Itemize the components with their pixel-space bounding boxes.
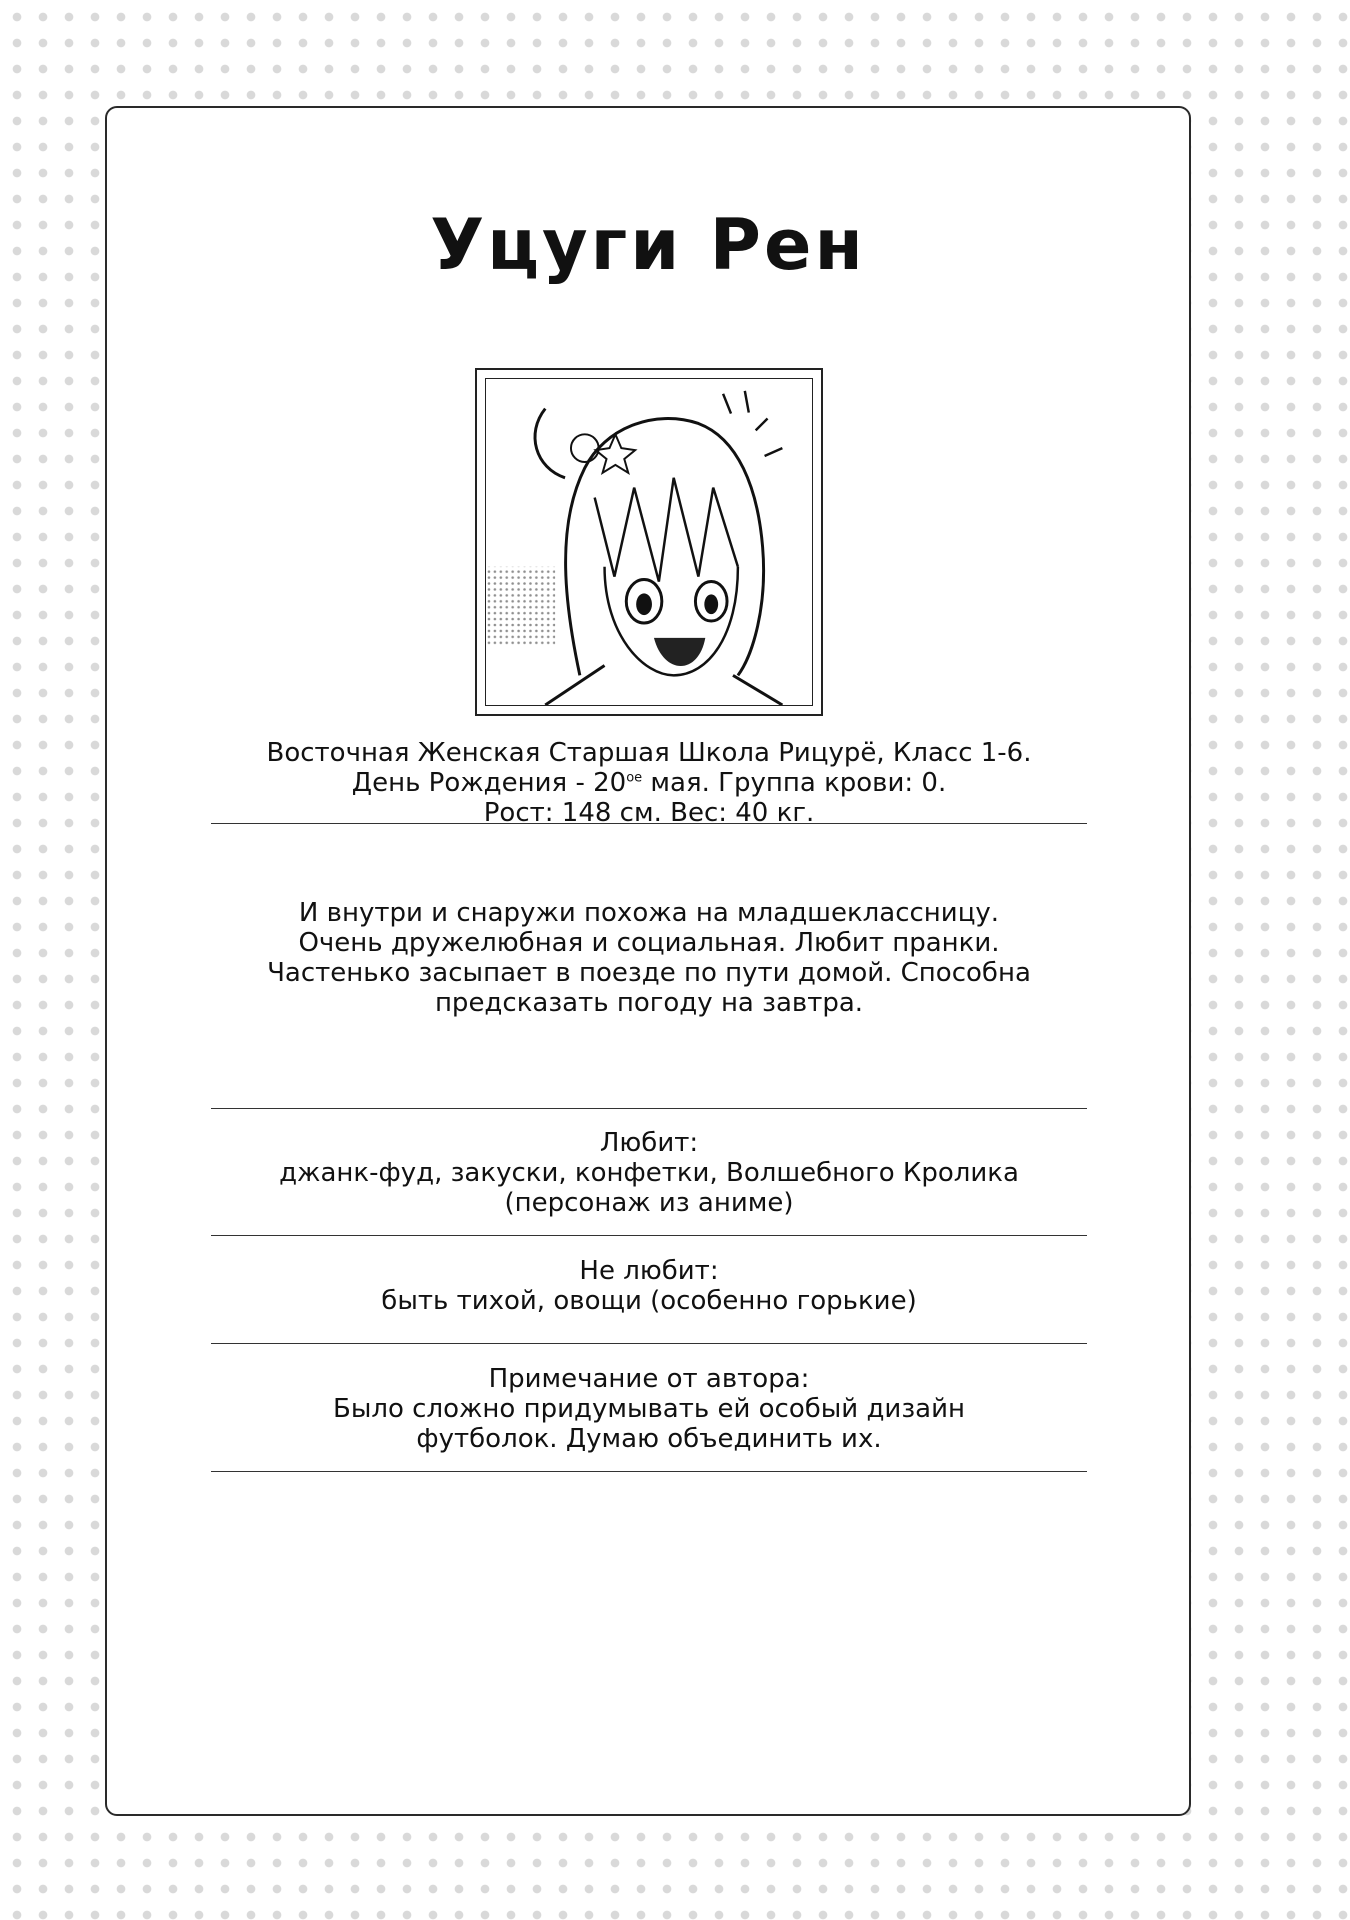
description-line: Очень дружелюбная и социальная. Любит пранки. (298, 928, 1000, 958)
divider (211, 1235, 1087, 1236)
description (187, 898, 1111, 1018)
divider (211, 1108, 1087, 1109)
divider (211, 823, 1087, 824)
divider (211, 1343, 1087, 1344)
dislikes-heading: Не любит: (579, 1256, 719, 1286)
character-portrait (485, 378, 813, 706)
author-note-section (187, 1364, 1111, 1454)
description-line: предсказать погоду на завтра. (434, 988, 864, 1018)
portrait-illustration (486, 379, 812, 705)
likes-line: (персонаж из аниме) (504, 1188, 794, 1218)
birthday-line (187, 768, 1111, 798)
basic-info (187, 738, 1111, 828)
school-line: Восточная Женская Старшая Школа Рицурё, Класс 1-6. (266, 738, 1032, 768)
likes-line: джанк-фуд, закуски, конфетки, Волшебного Кролика (279, 1158, 1019, 1188)
stats-line: Рост: 148 см. Вес: 40 кг. (483, 798, 815, 828)
birthday-prefix: День Рождения - 20 (351, 768, 627, 798)
dislikes-line: быть тихой, овощи (особенно горькие) (381, 1286, 917, 1316)
birthday-ordinal: ое (626, 770, 643, 786)
character-name: Уцуги Рен (430, 204, 866, 286)
description-line: Частенько засыпает в поезде по пути домой. Способна (267, 958, 1031, 988)
divider (211, 1471, 1087, 1472)
profile-card (105, 106, 1191, 1816)
author-note-line: Было сложно придумывать ей особый дизайн (333, 1394, 965, 1424)
character-portrait-frame (475, 368, 823, 716)
dislikes-section (187, 1256, 1111, 1316)
author-note-line: футболок. Думаю объединить их. (416, 1424, 882, 1454)
author-note-heading: Примечание от автора: (488, 1364, 810, 1394)
likes-section (187, 1128, 1111, 1218)
birthday-suffix: мая. Группа крови: 0. (642, 768, 947, 798)
likes-heading: Любит: (599, 1128, 699, 1158)
description-line: И внутри и снаружи похожа на младшеклассницу. (298, 898, 1000, 928)
